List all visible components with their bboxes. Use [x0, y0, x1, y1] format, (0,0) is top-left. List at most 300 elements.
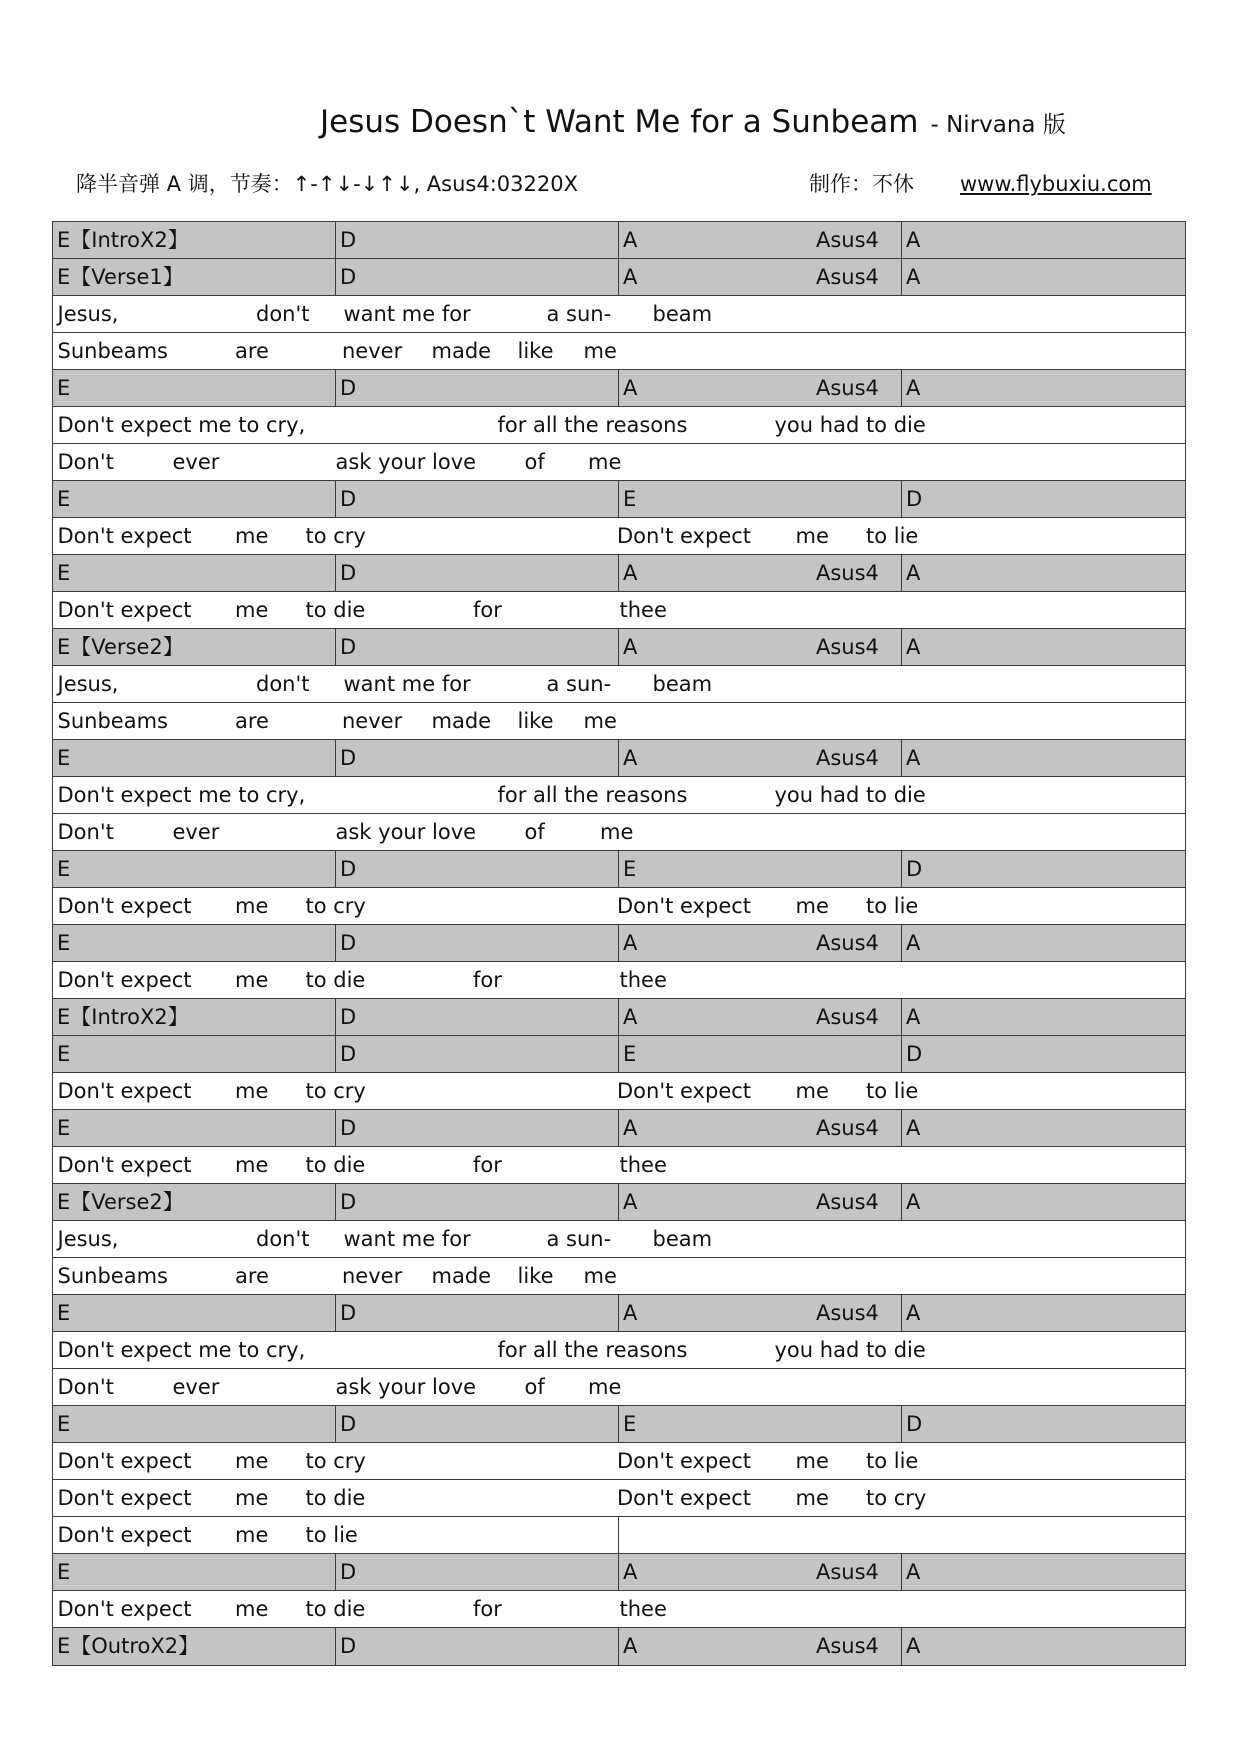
lyric-row [53, 1369, 1185, 1406]
chord-row [53, 1628, 1185, 1665]
lyric-segment: to die [305, 598, 366, 622]
chord-cell [619, 851, 902, 887]
lyric-segment: don't [256, 1227, 310, 1251]
lyric-segment: made [431, 1264, 492, 1288]
chord-label: A [623, 561, 638, 585]
lyric-segment: Don't expect [617, 894, 752, 918]
chord-cell [902, 1554, 1185, 1590]
chord-label: A [623, 1005, 638, 1029]
chord-label-asus4: Asus4 [816, 1190, 879, 1214]
chord-row [53, 1110, 1185, 1147]
lyric-row [53, 592, 1185, 629]
lyric-row [53, 333, 1185, 370]
chord-label: A [906, 1005, 921, 1029]
chord-row [53, 740, 1185, 777]
chord-label-asus4: Asus4 [816, 1634, 879, 1658]
chord-cell [902, 222, 1185, 258]
lyric-segment: for [473, 1597, 502, 1621]
chord-label: D [906, 1412, 923, 1436]
chord-label: E【Verse2】 [57, 635, 184, 659]
chord-label: E [623, 1042, 637, 1066]
chord-label: E【IntroX2】 [57, 228, 189, 252]
chord-label-asus4: Asus4 [816, 746, 879, 770]
chord-label-asus4: Asus4 [816, 635, 879, 659]
chord-cell [902, 629, 1185, 665]
lyric-segment: Sunbeams [57, 1264, 168, 1288]
chord-row [53, 370, 1185, 407]
chord-label: E [57, 1412, 71, 1436]
lyric-segment: Don't expect [57, 1153, 192, 1177]
chord-cell [336, 1406, 619, 1442]
lyric-segment: Don't expect [57, 968, 192, 992]
lyric-segment: Sunbeams [57, 339, 168, 363]
lyric-segment: Jesus, [57, 672, 119, 696]
lyric-segment: Don't expect me to cry, [57, 413, 306, 437]
chord-cell [336, 1110, 619, 1146]
lyric-segment: never [342, 339, 403, 363]
lyric-segment: want me for [343, 1227, 471, 1251]
chord-label: A [906, 931, 921, 955]
lyric-segment: you had to die [774, 413, 926, 437]
lyric-segment: are [235, 339, 269, 363]
lyric-segment: to die [305, 1597, 366, 1621]
lyric-row [53, 296, 1185, 333]
lyric-segment: Don't [57, 450, 114, 474]
chord-cell [902, 259, 1185, 295]
lyric-segment: want me for [343, 672, 471, 696]
chord-cell [53, 222, 336, 258]
chord-cell [619, 259, 902, 295]
lyric-segment: for all the reasons [497, 1338, 688, 1362]
chord-row [53, 1184, 1185, 1221]
chord-row [53, 1295, 1185, 1332]
lyric-row [53, 1517, 1185, 1554]
lyric-segment: made [431, 709, 492, 733]
artist-suffix: - Nirvana 版 [930, 112, 1066, 138]
lyric-segment: ever [172, 1375, 220, 1399]
chord-label: A [906, 1634, 921, 1658]
lyric-segment: want me for [343, 302, 471, 326]
chord-label: A [623, 1116, 638, 1140]
lyric-segment: beam [652, 672, 713, 696]
chord-label: D [340, 635, 357, 659]
column-divider [618, 1517, 619, 1553]
chord-cell [902, 1110, 1185, 1146]
chord-label: E [57, 931, 71, 955]
chord-label: A [906, 635, 921, 659]
chord-row [53, 1554, 1185, 1591]
chord-cell [336, 851, 619, 887]
chord-row [53, 1036, 1185, 1073]
lyric-segment: me [235, 894, 269, 918]
lyric-segment: Jesus, [57, 302, 119, 326]
chord-label: D [340, 1190, 357, 1214]
lyric-segment: me [588, 1375, 622, 1399]
chord-label: A [906, 1116, 921, 1140]
lyric-segment: thee [619, 1153, 667, 1177]
lyric-segment: Don't expect [57, 1449, 192, 1473]
lyric-segment: like [517, 339, 554, 363]
lyric-segment: for [473, 968, 502, 992]
chord-cell [619, 629, 902, 665]
chord-label-asus4: Asus4 [816, 265, 879, 289]
lyric-segment: Sunbeams [57, 709, 168, 733]
lyric-segment: Don't [57, 820, 114, 844]
chord-label: D [340, 1116, 357, 1140]
lyric-segment: me [235, 968, 269, 992]
chord-cell [902, 481, 1185, 517]
chord-cell [619, 555, 902, 591]
lyric-segment: Don't expect [617, 524, 752, 548]
chord-cell [336, 1554, 619, 1590]
chord-row [53, 555, 1185, 592]
lyric-segment: to cry [305, 1449, 366, 1473]
lyric-segment: Don't expect [57, 524, 192, 548]
lyric-segment: thee [619, 1597, 667, 1621]
chord-label-asus4: Asus4 [816, 561, 879, 585]
chord-cell [53, 481, 336, 517]
lyric-segment: me [600, 820, 634, 844]
chord-label: D [340, 376, 357, 400]
chord-label-asus4: Asus4 [816, 1005, 879, 1029]
chord-cell [53, 370, 336, 406]
chord-cell [619, 1628, 902, 1665]
lyric-row [53, 1591, 1185, 1628]
lyric-segment: me [235, 1523, 269, 1547]
chord-label: A [623, 1560, 638, 1584]
chord-cell [336, 555, 619, 591]
chord-label: D [340, 1005, 357, 1029]
lyric-segment: me [583, 339, 617, 363]
chord-label: E [57, 1042, 71, 1066]
lyric-segment: a sun- [546, 672, 612, 696]
chord-label: E [623, 487, 637, 511]
author-credit: 制作：不休 [809, 172, 914, 196]
chord-cell [902, 1036, 1185, 1072]
chord-cell [336, 1628, 619, 1665]
chord-label: D [340, 228, 357, 252]
lyric-segment: to lie [305, 1523, 358, 1547]
lyric-segment: Don't expect [617, 1079, 752, 1103]
lyric-segment: me [235, 1153, 269, 1177]
lyric-segment: are [235, 1264, 269, 1288]
chord-cell [902, 999, 1185, 1035]
chord-cell [336, 999, 619, 1035]
lyric-segment: me [795, 1449, 829, 1473]
lyric-segment: you had to die [774, 1338, 926, 1362]
chord-cell [53, 925, 336, 961]
lyric-segment: me [795, 524, 829, 548]
chord-cell [902, 925, 1185, 961]
tuning-rhythm-info: 降半音弹 A 调，节奏：↑-↑↓-↓↑↓, Asus4:03220X [76, 172, 578, 196]
chord-cell [619, 1110, 902, 1146]
lyric-segment: me [235, 598, 269, 622]
chord-cell [902, 555, 1185, 591]
song-title: Jesus Doesn`t Want Me for a Sunbeam [320, 104, 919, 140]
chord-cell [902, 1295, 1185, 1331]
lyric-row [53, 1332, 1185, 1369]
chord-label-asus4: Asus4 [816, 376, 879, 400]
chord-label: A [906, 1190, 921, 1214]
lyric-segment: me [235, 1449, 269, 1473]
chord-cell [619, 1036, 902, 1072]
lyric-segment: of [524, 820, 545, 844]
chord-label: A [623, 635, 638, 659]
chord-cell [619, 1406, 902, 1442]
lyric-row [53, 1480, 1185, 1517]
lyric-segment: Don't expect [57, 1597, 192, 1621]
chord-cell [336, 222, 619, 258]
chord-label: E [57, 1560, 71, 1584]
chord-cell [619, 1554, 902, 1590]
lyric-segment: ever [172, 450, 220, 474]
chord-label: D [340, 487, 357, 511]
chord-cell [336, 629, 619, 665]
chord-label: E [57, 487, 71, 511]
lyric-segment: me [795, 1486, 829, 1510]
chord-label: A [623, 931, 638, 955]
chord-label: E [57, 746, 71, 770]
chord-cell [336, 1295, 619, 1331]
chord-cell [336, 370, 619, 406]
lyric-segment: to cry [305, 894, 366, 918]
chord-cell [336, 925, 619, 961]
chord-cell [619, 1295, 902, 1331]
chord-cell [53, 1036, 336, 1072]
lyric-segment: beam [652, 1227, 713, 1251]
lyric-segment: to cry [866, 1486, 927, 1510]
title-line [320, 102, 1066, 145]
lyric-row [53, 1443, 1185, 1480]
lyric-segment: don't [256, 672, 310, 696]
chord-cell [902, 1628, 1185, 1665]
chord-label: E [57, 1116, 71, 1140]
lyric-segment: you had to die [774, 783, 926, 807]
lyric-segment: never [342, 1264, 403, 1288]
lyric-segment: Don't expect me to cry, [57, 783, 306, 807]
chord-label: A [623, 376, 638, 400]
lyric-segment: to cry [305, 524, 366, 548]
chord-label: E [623, 857, 637, 881]
chord-label: E [57, 376, 71, 400]
lyric-row [53, 666, 1185, 703]
lyric-segment: of [524, 1375, 545, 1399]
chord-label: E【IntroX2】 [57, 1005, 189, 1029]
lyric-segment: ask your love [335, 1375, 477, 1399]
lyric-row [53, 962, 1185, 999]
lyric-segment: a sun- [546, 302, 612, 326]
lyric-segment: Don't expect [57, 598, 192, 622]
chord-label: D [340, 931, 357, 955]
chord-label: D [340, 1560, 357, 1584]
chord-cell [53, 851, 336, 887]
chord-label: A [906, 561, 921, 585]
lyric-segment: to lie [866, 1079, 919, 1103]
chord-cell [619, 925, 902, 961]
chord-label: A [623, 265, 638, 289]
chord-label-asus4: Asus4 [816, 1116, 879, 1140]
chord-cell [619, 1184, 902, 1220]
chord-cell [902, 740, 1185, 776]
chord-cell [53, 259, 336, 295]
chord-label: A [623, 1634, 638, 1658]
chord-cell [53, 1406, 336, 1442]
chord-row [53, 999, 1185, 1036]
chord-cell [619, 999, 902, 1035]
chord-sheet-table [52, 221, 1186, 1666]
chord-label: E [623, 1412, 637, 1436]
chord-cell [336, 259, 619, 295]
lyric-segment: ask your love [335, 450, 477, 474]
lyric-row [53, 444, 1185, 481]
chord-cell [336, 481, 619, 517]
chord-cell [53, 999, 336, 1035]
chord-label: D [906, 857, 923, 881]
lyric-segment: me [235, 524, 269, 548]
lyric-segment: Don't expect me to cry, [57, 1338, 306, 1362]
lyric-segment: like [517, 1264, 554, 1288]
chord-cell [53, 1554, 336, 1590]
chord-label: A [906, 265, 921, 289]
lyric-segment: for [473, 598, 502, 622]
lyric-segment: me [583, 709, 617, 733]
lyric-segment: for [473, 1153, 502, 1177]
lyric-segment: to die [305, 1486, 366, 1510]
lyric-segment: Don't expect [57, 894, 192, 918]
chord-label: D [340, 265, 357, 289]
lyric-segment: ever [172, 820, 220, 844]
lyric-segment: a sun- [546, 1227, 612, 1251]
chord-label-asus4: Asus4 [816, 1301, 879, 1325]
chord-row [53, 851, 1185, 888]
lyric-row [53, 1147, 1185, 1184]
lyric-segment: of [524, 450, 545, 474]
chord-label: A [906, 1301, 921, 1325]
chord-cell [336, 740, 619, 776]
lyric-row [53, 777, 1185, 814]
lyric-row [53, 1258, 1185, 1295]
chord-label: D [340, 1042, 357, 1066]
chord-label: D [340, 857, 357, 881]
chord-row [53, 925, 1185, 962]
lyric-segment: Don't [57, 1375, 114, 1399]
lyric-row [53, 1221, 1185, 1258]
chord-label: A [906, 746, 921, 770]
chord-label: E【Verse2】 [57, 1190, 184, 1214]
lyric-segment: made [431, 339, 492, 363]
lyric-segment: ask your love [335, 820, 477, 844]
lyric-segment: for all the reasons [497, 413, 688, 437]
chord-label: E [57, 857, 71, 881]
lyric-segment: me [235, 1079, 269, 1103]
chord-label: E【Verse1】 [57, 265, 184, 289]
lyric-segment: me [235, 1597, 269, 1621]
chord-cell [336, 1036, 619, 1072]
lyric-segment: Jesus, [57, 1227, 119, 1251]
chord-cell [902, 1184, 1185, 1220]
lyric-segment: Don't expect [57, 1486, 192, 1510]
chord-label-asus4: Asus4 [816, 931, 879, 955]
chord-cell [53, 555, 336, 591]
chord-label: E [57, 1301, 71, 1325]
lyric-row [53, 1073, 1185, 1110]
chord-label: A [906, 376, 921, 400]
chord-label: A [623, 228, 638, 252]
chord-cell [53, 1295, 336, 1331]
lyric-segment: thee [619, 598, 667, 622]
lyric-segment: me [235, 1486, 269, 1510]
chord-cell [619, 370, 902, 406]
chord-label: A [623, 1301, 638, 1325]
chord-row [53, 629, 1185, 666]
lyric-segment: to die [305, 1153, 366, 1177]
lyric-segment: like [517, 709, 554, 733]
lyric-segment: Don't expect [57, 1079, 192, 1103]
chord-cell [902, 851, 1185, 887]
chord-cell [53, 629, 336, 665]
lyric-segment: Don't expect [57, 1523, 192, 1547]
chord-cell [902, 370, 1185, 406]
lyric-segment: beam [652, 302, 713, 326]
chord-label: D [340, 1301, 357, 1325]
chord-row [53, 259, 1185, 296]
lyric-segment: to lie [866, 1449, 919, 1473]
chord-label: D [340, 561, 357, 585]
lyric-row [53, 814, 1185, 851]
chord-label-asus4: Asus4 [816, 228, 879, 252]
chord-cell [619, 222, 902, 258]
lyric-row [53, 888, 1185, 925]
lyric-segment: me [588, 450, 622, 474]
lyric-segment: to cry [305, 1079, 366, 1103]
lyric-segment: for all the reasons [497, 783, 688, 807]
chord-label: A [623, 746, 638, 770]
chord-cell [53, 1110, 336, 1146]
chord-label: E [57, 561, 71, 585]
lyric-row [53, 518, 1185, 555]
chord-cell [53, 1628, 336, 1665]
lyric-segment: don't [256, 302, 310, 326]
lyric-segment: to die [305, 968, 366, 992]
chord-cell [902, 1406, 1185, 1442]
website-link[interactable]: www.flybuxiu.com [960, 172, 1152, 196]
chord-label: E【OutroX2】 [57, 1634, 200, 1658]
chord-cell [619, 481, 902, 517]
chord-label: D [906, 1042, 923, 1066]
chord-label: A [906, 228, 921, 252]
lyric-segment: Don't expect [617, 1486, 752, 1510]
lyric-segment: me [583, 1264, 617, 1288]
lyric-row [53, 407, 1185, 444]
chord-row [53, 481, 1185, 518]
chord-cell [53, 740, 336, 776]
chord-label: D [340, 1412, 357, 1436]
lyric-row [53, 703, 1185, 740]
lyric-segment: never [342, 709, 403, 733]
chord-row [53, 222, 1185, 259]
lyric-segment: thee [619, 968, 667, 992]
lyric-segment: Don't expect [617, 1449, 752, 1473]
chord-label: D [340, 1634, 357, 1658]
chord-cell [336, 1184, 619, 1220]
chord-label: A [623, 1190, 638, 1214]
chord-label-asus4: Asus4 [816, 1560, 879, 1584]
chord-label: D [906, 487, 923, 511]
lyric-segment: me [795, 1079, 829, 1103]
chord-cell [619, 740, 902, 776]
lyric-segment: are [235, 709, 269, 733]
chord-label: D [340, 746, 357, 770]
